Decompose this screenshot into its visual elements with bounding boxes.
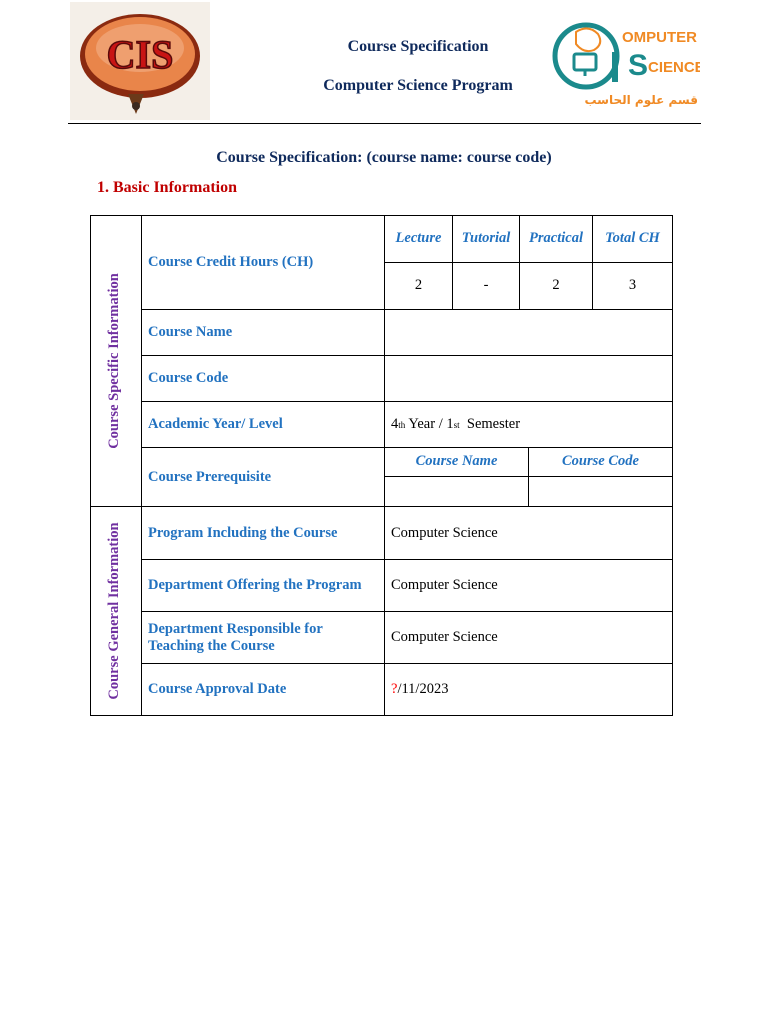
dept-responsible-label [141, 611, 385, 664]
academic-year-label: Academic Year/ Level [148, 416, 283, 432]
dept-responsible-value: Computer Science [391, 629, 498, 645]
ch-header-practical: Practical [529, 229, 583, 246]
course-name-label: Course Name [148, 324, 233, 340]
dept-offering-value: Computer Science [391, 577, 498, 593]
dept-responsible-label-line1: Department Responsible for [148, 620, 323, 637]
ch-header-total: Total CH [605, 229, 660, 246]
course-code-label: Course Code [148, 370, 229, 386]
basic-information-table [90, 215, 673, 716]
group-label-general: Course General Information [106, 522, 122, 700]
program-label: Program Including the Course [148, 524, 338, 541]
header-title-line2: Computer Science Program [323, 77, 513, 94]
ch-header-lecture: Lecture [395, 229, 442, 246]
approval-month-year: /11/2023 [397, 681, 449, 697]
ch-header-tutorial: Tutorial [461, 229, 511, 246]
prerequisite-label: Course Prerequisite [148, 468, 272, 485]
logo-right-arabic: قسم علوم الحاسب [584, 93, 698, 107]
logo-right-text-top: OMPUTER [622, 29, 697, 46]
svg-text:S: S [627, 49, 649, 82]
header-title-line1: Course Specification [347, 38, 489, 55]
program-value: Computer Science [391, 524, 498, 541]
dept-responsible-label-line2: Teaching the Course [148, 637, 275, 654]
semester-text: Semester [459, 416, 521, 432]
section-heading: 1. Basic Information [97, 179, 237, 196]
year-suffix: th [398, 419, 406, 430]
course-name-value [391, 309, 671, 356]
prereq-header-course-name: Course Name [415, 453, 498, 469]
approval-label: Course Approval Date [148, 681, 287, 697]
ch-value-lecture: 2 [414, 276, 423, 293]
academic-year-value [391, 401, 671, 448]
cis-logo [70, 2, 210, 120]
credit-hours-label: Course Credit Hours (CH) [148, 254, 314, 270]
header-divider [68, 123, 701, 124]
semester-suffix: st [453, 419, 460, 430]
ch-value-total: 3 [628, 276, 637, 293]
ch-value-practical: 2 [552, 276, 560, 293]
year-number: 4 [391, 416, 399, 432]
dept-offering-label: Department Offering the Program [148, 577, 362, 593]
approval-date-value [391, 663, 671, 716]
doc-heading: Course Specification: (course name: course code) [216, 149, 552, 166]
group-label-specific: Course Specific Information [106, 273, 122, 449]
logo-right-text-bottom: CIENCE [648, 59, 700, 76]
approval-day-placeholder: ? [391, 681, 398, 697]
year-mid-text: Year / 1 [405, 416, 454, 432]
ch-value-tutorial: - [483, 276, 489, 293]
prereq-course-code-value [528, 476, 673, 507]
prereq-header-course-code: Course Code [562, 453, 639, 469]
computer-science-logo [550, 18, 700, 110]
prereq-course-name-value [384, 476, 529, 507]
course-code-value [391, 355, 671, 402]
logo-left-text: CIS [106, 32, 174, 77]
